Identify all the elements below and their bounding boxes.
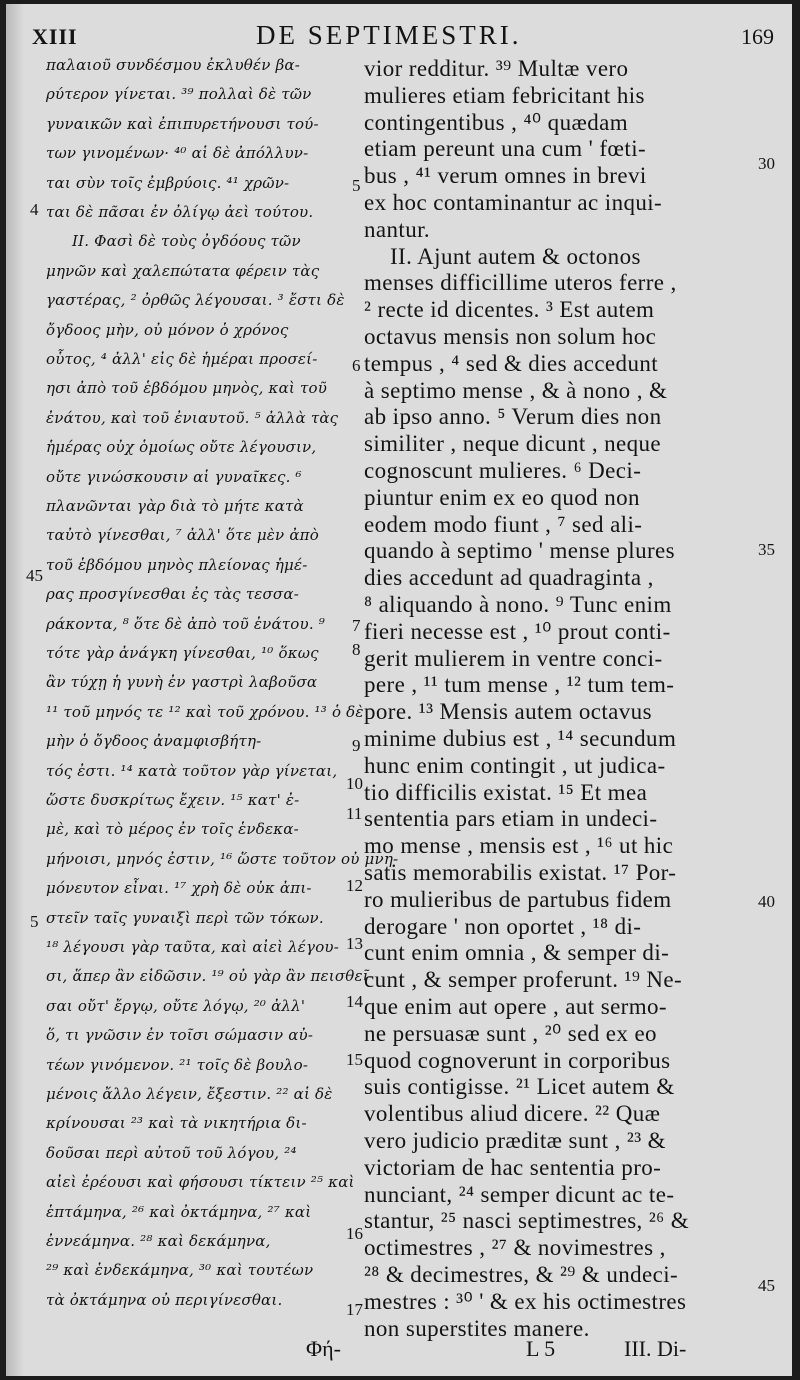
text-line: gerit mulierem in ventre conci-: [364, 645, 663, 671]
text-line: σαι οὔτ' ἔργῳ, οὔτε λόγῳ, ²⁰ ἀλλ': [46, 996, 306, 1015]
text-line: sententia pars etiam in undeci-: [364, 806, 658, 832]
text-line: dies accedunt ad quadraginta ,: [364, 565, 654, 591]
text-line: γαστέρας, ² ὀρθῶς λέγουσαι. ³ ἔστι δὲ: [46, 291, 345, 310]
text-line: μήνοισι, μηνός ἐστιν, ¹⁶ ὥστε τοῦτον οὐ μνη-: [46, 849, 399, 868]
text-line: eodem modo fiunt , ⁷ sed ali-: [364, 511, 643, 537]
text-line: menses difficillime uteros ferre ,: [364, 270, 677, 296]
running-header: [32, 16, 774, 52]
text-line: octavus mensis non solum hoc: [364, 324, 657, 349]
text-line: πλανῶνται γὰρ διὰ τὸ μήτε κατὰ: [46, 497, 304, 515]
line-number: 14: [346, 992, 363, 1011]
text-line: ράκοντα, ⁸ ὅτε δὲ ἀπὸ τοῦ ἐνάτου. ⁹: [46, 614, 325, 633]
text-line: ται σὺν τοῖς ἐμβρύοις. ⁴¹ χρῶν-: [46, 173, 290, 192]
text-line: ro mulieribus de partubus fidem: [364, 886, 672, 912]
text-line: σι, ἅπερ ἂν εἰδῶσιν. ¹⁹ οὐ γὰρ ἂν πεισθεῖ-: [46, 967, 375, 986]
text-line: ἐνάτου, καὶ τοῦ ἐνιαυτοῦ. ⁵ ἀλλὰ τὰς: [46, 408, 339, 427]
text-line: ex hoc contaminantur ac inqui-: [364, 190, 663, 215]
line-number: 11: [346, 804, 363, 823]
text-line: similiter , neque dicunt , neque: [364, 431, 662, 457]
text-line: contingentibus , ⁴⁰ quædam: [364, 109, 629, 135]
margin-number: 40: [758, 892, 775, 911]
line-number: 16: [346, 1224, 363, 1243]
section-number: XIII: [32, 24, 78, 49]
text-line: δοῦσαι περὶ αὐτοῦ τοῦ λόγου, ²⁴: [46, 1143, 297, 1162]
text-line: οὗτος, ⁴ ἀλλ' εἰς δὲ ἡμέραι προσεί-: [46, 350, 318, 368]
text-line: μόνευτον εἶναι. ¹⁷ χρὴ δὲ οὐκ ἀπι-: [46, 879, 312, 898]
text-line: hunc enim contingit , ut judica-: [364, 752, 666, 778]
text-line: etiam pereunt una cum ' fœti-: [364, 136, 647, 162]
catchword-greek: Φή-: [306, 1336, 341, 1361]
text-line: mestres : ³⁰ ' & ex his octimestres: [364, 1288, 687, 1314]
text-line: γυναικῶν καὶ ἐπιπυρετήνουσι τού-: [46, 114, 319, 133]
text-line: ὥστε δυσκρίτως ἔχειν. ¹⁵ κατ' ἐ-: [46, 791, 300, 809]
text-line: ρύτερον γίνεται. ³⁹ πολλαὶ δὲ τῶν: [46, 85, 312, 104]
text-line: ²⁸ & decimestres, & ²⁹ & undeci-: [364, 1262, 679, 1287]
text-line: octimestres , ²⁷ & novimestres ,: [364, 1235, 666, 1261]
line-number: 15: [346, 1050, 363, 1069]
text-line: II. Φασὶ δὲ τοὺς ὀγδόους τῶν: [72, 232, 301, 251]
text-line: ἂν τύχῃ ἡ γυνὴ ἐν γαστρὶ λαβοῦσα: [46, 673, 318, 692]
text-line: mulieres etiam febricitant his: [364, 82, 645, 108]
text-line: ² recte id dicentes. ³ Est autem: [364, 297, 655, 323]
text-line: τοῦ ἑβδόμου μηνὸς πλείονας ἡμέ-: [46, 555, 308, 574]
text-line: quod cognoverunt in corporibus: [364, 1047, 671, 1073]
text-line: μηνῶν καὶ χαλεπώτατα φέρειν τὰς: [46, 261, 320, 280]
line-number: 10: [346, 774, 363, 793]
text-line: quando à septimo ' mense plures: [364, 538, 676, 564]
margin-number: 5: [30, 912, 39, 931]
text-line: victoriam de hac sententia pro-: [364, 1154, 662, 1180]
text-line: μένοις ἄλλο λέγειν, ἔξεστιν. ²² αἱ δὲ: [46, 1085, 333, 1103]
text-line: satis memorabilis existat. ¹⁷ Por-: [364, 860, 677, 885]
text-line: ἡμέρας οὐχ ὁμοίως οὔτε λέγουσιν,: [46, 438, 317, 457]
margin-number: 45: [26, 566, 43, 585]
text-line: ne persuasæ sunt , ²⁰ sed ex eo: [364, 1020, 657, 1046]
margin-number: 35: [758, 540, 775, 559]
margin-number: 30: [758, 154, 775, 173]
text-line: volentibus aliud dicere. ²² Quæ: [364, 1101, 661, 1127]
text-line: minime dubius est , ¹⁴ secundum: [364, 726, 677, 751]
page-number: 169: [741, 24, 774, 49]
text-line: tempus , ⁴ sed & dies accedunt: [364, 350, 659, 376]
text-line: τότε γὰρ ἀνάγκη γίνεσθαι, ¹⁰ ὅκως: [46, 644, 319, 662]
text-line: τός ἐστι. ¹⁴ κατὰ τοῦτον γὰρ γίνεται,: [46, 761, 338, 780]
text-line: κρίνουσαι ²³ καὶ τὰ νικητήρια δι-: [46, 1114, 307, 1133]
catchword-latin: III. Di-: [624, 1336, 687, 1361]
line-number: 7: [352, 616, 361, 635]
text-line: ⁸ aliquando à nono. ⁹ Tunc enim: [364, 592, 672, 617]
text-line: piuntur enim ex eo quod non: [364, 484, 640, 510]
line-number: 8: [352, 640, 361, 659]
text-line: nunciant, ²⁴ semper dicunt ac te-: [364, 1181, 675, 1207]
text-line: παλαιοῦ συνδέσμου ἐκλυθέν βα-: [46, 56, 301, 74]
text-line: ησι ἀπὸ τοῦ ἑβδόμου μηνὸς, καὶ τοῦ: [46, 379, 328, 398]
text-line: mo mense , mensis est , ¹⁶ ut hic: [364, 833, 674, 859]
text-line: τὰ ὀκτάμηνα οὐ περιγίνεσθαι.: [46, 1290, 283, 1309]
text-line: non superstites manere.: [364, 1315, 590, 1341]
text-line: ταὐτὸ γίνεσθαι, ⁷ ἀλλ' ὅτε μὲν ἀπὸ: [46, 526, 319, 545]
text-line: cunt , & semper proferunt. ¹⁹ Ne-: [364, 967, 683, 993]
text-line: vero judicio præditæ sunt , ²³ &: [364, 1128, 666, 1153]
line-number: 12: [346, 876, 363, 895]
line-number: 9: [352, 736, 361, 755]
running-title: DE SEPTIMESTRI.: [256, 20, 522, 50]
text-line: cognoscunt mulieres. ⁶ Deci-: [364, 458, 642, 483]
text-line: ¹¹ τοῦ μηνός τε ¹² καὶ τοῦ χρόνου. ¹³ ὁ δὲ: [46, 702, 364, 721]
text-line: στεῖν ταῖς γυναιξὶ περὶ τῶν τόκων.: [46, 908, 324, 927]
text-line: bus , ⁴¹ verum omnes in brevi: [364, 163, 647, 189]
signature-mark: L 5: [526, 1336, 556, 1361]
text-line: των γινομένων· ⁴⁰ αἱ δὲ ἀπόλλυν-: [46, 144, 309, 163]
text-line: suis contigisse. ²¹ Licet autem &: [364, 1074, 675, 1100]
text-line: pore. ¹³ Mensis autem octavus: [364, 699, 652, 725]
text-line: fieri necesse est , ¹⁰ prout conti-: [364, 618, 671, 644]
text-line: ἑπτάμηνα, ²⁶ καὶ ὀκτάμηνα, ²⁷ καὶ: [46, 1202, 312, 1221]
margin-number: 4: [30, 200, 39, 219]
line-number: 5: [352, 176, 361, 195]
line-number: 13: [346, 934, 363, 953]
text-line: οὔτε γινώσκουσιν αἱ γυναῖκες. ⁶: [46, 467, 302, 486]
margin-number: 45: [758, 1276, 775, 1295]
text-line: derogare ' non oportet , ¹⁸ di-: [364, 913, 642, 939]
text-line: τέων γινόμενον. ²¹ τοῖς δὲ βουλο-: [46, 1055, 309, 1074]
text-line: nantur.: [364, 216, 431, 242]
text-line: pere , ¹¹ tum mense , ¹² tum tem-: [364, 672, 675, 698]
text-line: ρας προσγίνεσθαι ἐς τὰς τεσσα-: [46, 585, 299, 604]
line-number: 6: [352, 356, 361, 375]
text-line: stantur, ²⁵ nasci septimestres, ²⁶ &: [364, 1208, 690, 1234]
book-page: [6, 4, 792, 1376]
line-number: 17: [346, 1300, 363, 1319]
text-line: ¹⁸ λέγουσι γὰρ ταῦτα, καὶ αἰεὶ λέγου-: [46, 938, 340, 956]
text-line: ται δὲ πᾶσαι ἐν ὀλίγῳ ἀεὶ τούτου.: [46, 203, 314, 221]
text-line: cunt enim omnia , & semper di-: [364, 940, 670, 966]
text-line: ὅ, τι γνῶσιν ἐν τοῖσι σώμασιν αὐ-: [46, 1026, 314, 1045]
text-line: ²⁹ καὶ ἑνδεκάμηνα, ³⁰ καὶ τουτέων: [46, 1261, 314, 1280]
text-line: μὴν ὁ ὄγδοος ἀναμφισβήτη-: [46, 732, 262, 751]
text-line: que enim aut opere , aut sermo-: [364, 994, 667, 1019]
text-line: à septimo mense , & à nono , &: [364, 377, 668, 403]
text-line: μὲ, καὶ τὸ μέρος ἐν τοῖς ἑνδεκα-: [46, 820, 299, 839]
text-line: tio difficilis existat. ¹⁵ Et mea: [364, 779, 648, 805]
text-line: ἐννεάμηνα. ²⁸ καὶ δεκάμηνα,: [46, 1232, 271, 1250]
text-line: αἰεὶ ἐρέουσι καὶ φήσουσι τίκτειν ²⁵ καὶ: [46, 1173, 355, 1192]
text-line: ab ipso anno. ⁵ Verum dies non: [364, 404, 662, 430]
text-line: vior redditur. ³⁹ Multæ vero: [364, 56, 629, 81]
text-line: ὄγδοος μὴν, οὐ μόνον ὁ χρόνος: [46, 320, 289, 339]
text-line: II. Ajunt autem & octonos: [390, 243, 641, 269]
